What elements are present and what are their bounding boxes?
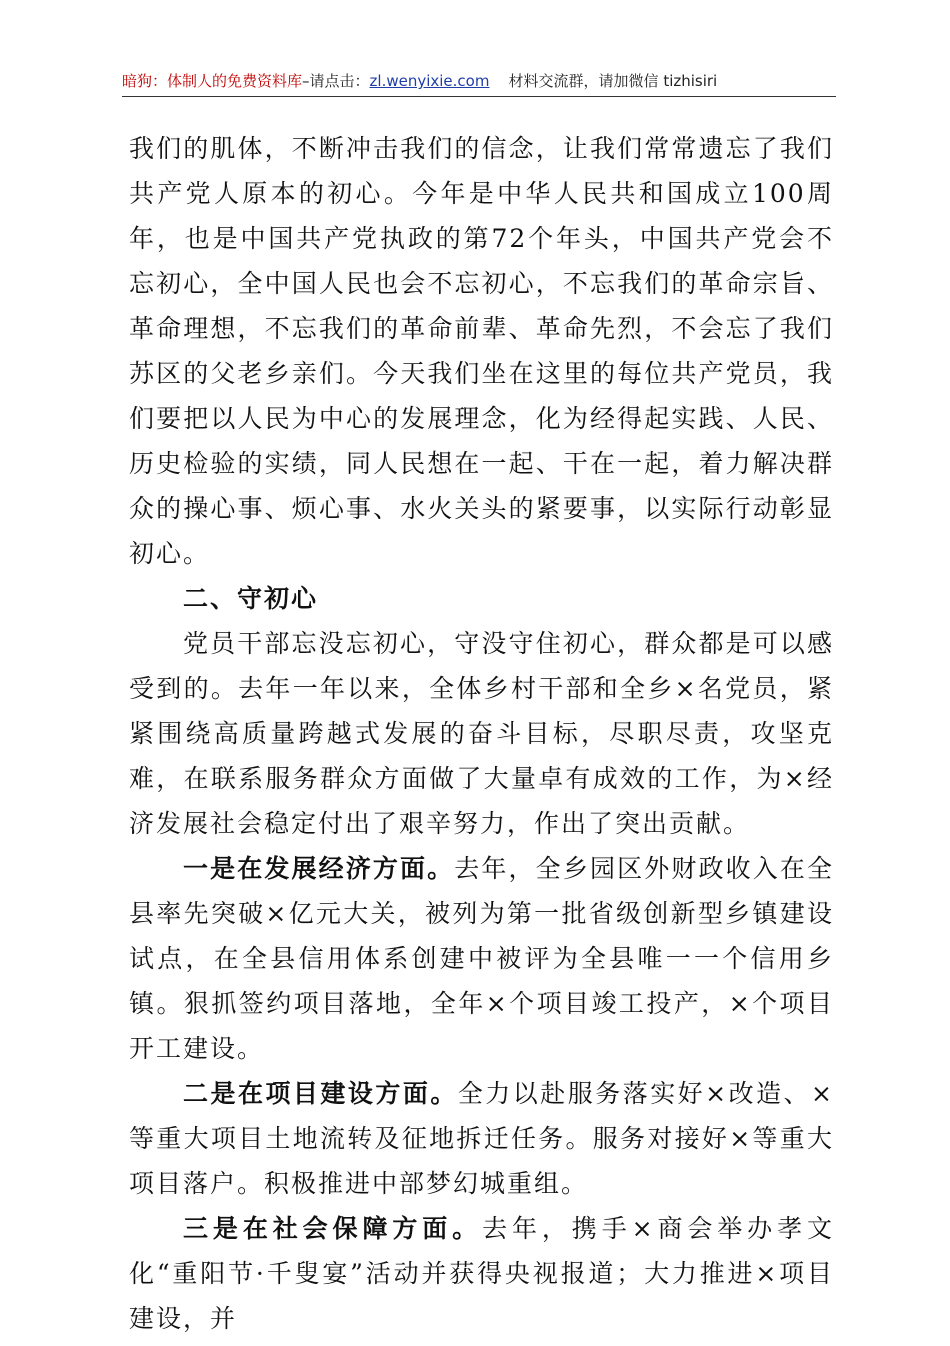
paragraph-3-lead: 一是在发展经济方面。 <box>183 854 455 883</box>
paragraph-5-text: 去年，携手×商会举办孝文化“重阳节·千叟宴”活动并获得央视报道；大力推进×项目建设，并 <box>129 1214 834 1333</box>
paragraph-1: 我们的肌体，不断冲击我们的信念，让我们常常遗忘了我们共产党人原本的初心。今年是中华人民共和国成立100周年，也是中国共产党执政的第72个年头，中国共产党会不忘初心，全中国人民也会不忘初心，不忘我们的革命宗旨、革命理想，不忘我们的革命前辈、革命先烈，不会忘了我们苏区的父老乡亲们。今天我们坐在这里的每位共产党员，我们要把以人民为中心的发展理念，化为经得起实践、人民、历史检验的实绩，同人民想在一起、干在一起，着力解决群众的操心事、烦心事、水火关头的紧要事，以实际行动彰显初心。 <box>129 134 834 568</box>
header-wechat: 材料交流群，请加微信 tizhisiri <box>508 72 718 90</box>
paragraph-4-text: 全力以赴服务落实好×改造、×等重大项目土地流转及征地拆迁任务。服务对接好×等重大项目落户。积极推进中部梦幻城重组。 <box>129 1079 834 1198</box>
header-link[interactable]: zl.wenyixie.com <box>369 72 490 90</box>
section-heading-2: 二、守初心 <box>183 584 319 613</box>
page-header <box>122 70 836 97</box>
paragraph-3 <box>129 846 834 1071</box>
paragraph-5-lead: 三是在社会保障方面。 <box>183 1214 483 1243</box>
paragraph-3-text: 去年，全乡园区外财政收入在全县率先突破×亿元大关，被列为第一批省级创新型乡镇建设试点，在全县信用体系创建中被评为全县唯一一个信用乡镇。狠抓签约项目落地，全年×个项目竣工投产，×个项目开工建设。 <box>129 854 834 1063</box>
paragraph-4 <box>129 1071 834 1206</box>
header-brand: 暗狗：体制人的免费资料库 <box>122 72 303 90</box>
paragraph-4-lead: 二是在项目建设方面。 <box>183 1079 458 1108</box>
paragraph-5 <box>129 1206 834 1341</box>
header-click-prompt: –请点击： <box>302 72 370 90</box>
paragraph-2: 党员干部忘没忘初心，守没守住初心，群众都是可以感受到的。去年一年以来，全体乡村干部和全乡×名党员，紧紧围绕高质量跨越式发展的奋斗目标，尽职尽责，攻坚克难，在联系服务群众方面做了大量卓有成效的工作，为×经济发展社会稳定付出了艰辛努力，作出了突出贡献。 <box>129 629 834 838</box>
document-body <box>129 126 834 1341</box>
